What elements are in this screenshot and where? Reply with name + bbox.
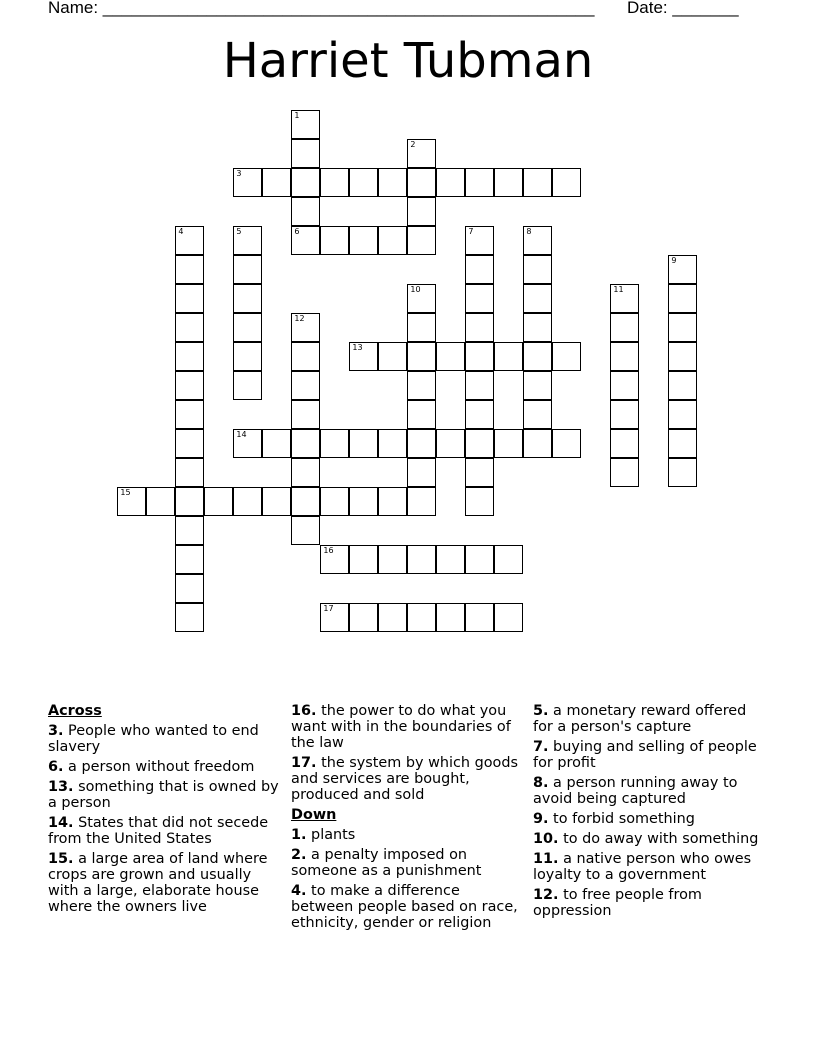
clue-item-number: 10. [533,831,559,847]
crossword-cell[interactable] [378,168,407,197]
clue-item-number: 4. [291,883,307,899]
crossword-cell[interactable] [233,255,262,284]
clue-number: 10 [410,285,421,295]
crossword-cell[interactable] [523,313,552,342]
clue-item-text: a person running away to avoid being captured [533,775,738,807]
clue-item [533,703,765,735]
crossword-cell[interactable] [465,255,494,284]
clue-number: 2 [410,140,416,150]
clue-item [48,723,280,755]
crossword-cell[interactable] [349,429,378,458]
crossword-cell[interactable] [175,226,204,255]
clue-number: 11 [613,285,624,295]
clue-item-number: 13. [48,779,74,795]
crossword-cell[interactable] [523,371,552,400]
crossword-cell[interactable] [349,487,378,516]
clue-item [533,887,765,919]
crossword-cell[interactable] [320,545,349,574]
clue-item-number: 17. [291,755,317,771]
crossword-cell[interactable] [175,255,204,284]
crossword-cell[interactable] [436,168,465,197]
clue-item-text: a monetary reward offered for a person's capture [533,703,747,735]
crossword-cell[interactable] [378,226,407,255]
crossword-cell[interactable] [668,284,697,313]
crossword-cell[interactable] [465,400,494,429]
clue-item-text: buying and selling of people for profit [533,739,757,771]
crossword-cell[interactable] [378,545,407,574]
crossword-cell[interactable] [407,371,436,400]
clue-item-number: 11. [533,851,559,867]
crossword-cell[interactable] [291,400,320,429]
crossword-cell[interactable] [320,603,349,632]
crossword-cell[interactable] [291,110,320,139]
crossword-cell[interactable] [175,458,204,487]
clue-item [291,755,523,803]
clue-item [533,739,765,771]
clue-item-number: 16. [291,703,317,719]
clue-item-number: 14. [48,815,74,831]
crossword-cell[interactable] [465,487,494,516]
crossword-cell[interactable] [407,342,436,371]
clue-item-text: a large area of land where crops are grown and usually with a large, elaborate house where the owners live [48,851,268,915]
crossword-cell[interactable] [494,342,523,371]
clue-number: 14 [236,430,247,440]
crossword-cell[interactable] [407,313,436,342]
crossword-cell[interactable] [465,429,494,458]
clue-item [48,851,280,915]
crossword-cell[interactable] [465,545,494,574]
clue-section-heading: Down [291,807,337,823]
clue-item-text: to forbid something [548,811,695,827]
crossword-cell[interactable] [668,400,697,429]
crossword-cell[interactable] [552,429,581,458]
clue-number: 6 [294,227,300,237]
crossword-cell[interactable] [465,226,494,255]
crossword-cell[interactable] [407,487,436,516]
crossword-cell[interactable] [175,487,204,516]
crossword-cell[interactable] [523,284,552,313]
crossword-cell[interactable] [407,139,436,168]
clue-item-number: 6. [48,759,64,775]
crossword-cell[interactable] [146,487,175,516]
clue-item [533,831,765,847]
clue-item [48,759,280,775]
clue-item-text: a person without freedom [63,759,255,775]
clue-number: 16 [323,546,334,556]
crossword-cell[interactable] [465,313,494,342]
crossword-cell[interactable] [668,342,697,371]
crossword-cell[interactable] [378,342,407,371]
crossword-cell[interactable] [291,197,320,226]
crossword-cell[interactable] [668,313,697,342]
clue-number: 12 [294,314,305,324]
crossword-cell[interactable] [552,168,581,197]
clue-item-number: 15. [48,851,74,867]
crossword-cell[interactable] [436,429,465,458]
date-field-label: Date: _______ [627,0,739,17]
crossword-cell[interactable] [175,342,204,371]
crossword-cell[interactable] [233,284,262,313]
crossword-cell[interactable] [291,487,320,516]
crossword-cell[interactable] [407,603,436,632]
crossword-cell[interactable] [494,603,523,632]
crossword-cell[interactable] [378,487,407,516]
crossword-cell[interactable] [668,371,697,400]
crossword-cell[interactable] [291,371,320,400]
crossword-cell[interactable] [407,197,436,226]
crossword-cell[interactable] [610,284,639,313]
crossword-cell[interactable] [291,458,320,487]
clue-number: 8 [526,227,532,237]
crossword-cell[interactable] [610,371,639,400]
clue-number: 1 [294,111,300,121]
crossword-cell[interactable] [291,429,320,458]
crossword-cell[interactable] [175,574,204,603]
crossword-cell[interactable] [175,603,204,632]
crossword-cell[interactable] [349,603,378,632]
clue-item [533,851,765,883]
crossword-cell[interactable] [175,371,204,400]
crossword-cell[interactable] [407,168,436,197]
clue-number: 7 [468,227,474,237]
crossword-cell[interactable] [668,429,697,458]
crossword-cell[interactable] [175,545,204,574]
clue-number: 17 [323,604,334,614]
page-title: Harriet Tubman [222,33,594,89]
crossword-cell[interactable] [523,168,552,197]
crossword-cell[interactable] [320,226,349,255]
clue-item [291,847,523,879]
crossword-cell[interactable] [349,226,378,255]
crossword-cell[interactable] [320,487,349,516]
crossword-cell[interactable] [465,342,494,371]
crossword-cell[interactable] [465,168,494,197]
crossword-cell[interactable] [175,313,204,342]
clue-item-number: 3. [48,723,64,739]
clue-item-text: to make a difference between people based on race, ethnicity, gender or religion [291,883,518,931]
crossword-cell[interactable] [291,313,320,342]
crossword-cell[interactable] [175,400,204,429]
crossword-cell[interactable] [204,487,233,516]
clue-item [291,883,523,931]
crossword-cell[interactable] [494,168,523,197]
crossword-cell[interactable] [610,342,639,371]
crossword-cell[interactable] [523,226,552,255]
crossword-cell[interactable] [465,371,494,400]
crossword-cell[interactable] [523,342,552,371]
crossword-cell[interactable] [610,313,639,342]
crossword-cell[interactable] [436,545,465,574]
crossword-cell[interactable] [407,458,436,487]
crossword-cell[interactable] [494,429,523,458]
clue-item-number: 9. [533,811,549,827]
crossword-cell[interactable] [349,168,378,197]
clue-item-text: to do away with something [558,831,759,847]
crossword-cell[interactable] [349,342,378,371]
clue-column-2 [291,703,523,935]
crossword-cell[interactable] [494,545,523,574]
clue-item-text: a native person who owes loyalty to a government [533,851,752,883]
crossword-cell[interactable] [233,226,262,255]
crossword-cell[interactable] [291,516,320,545]
clue-item-text: the system by which goods and services are bought, produced and sold [291,755,518,803]
crossword-cell[interactable] [407,284,436,313]
crossword-cell[interactable] [349,545,378,574]
crossword-cell[interactable] [465,458,494,487]
clue-item-text: States that did not secede from the United States [48,815,269,847]
crossword-cell[interactable] [291,168,320,197]
crossword-cell[interactable] [320,429,349,458]
crossword-cell[interactable] [291,139,320,168]
crossword-cell[interactable] [465,284,494,313]
clue-item-number: 1. [291,827,307,843]
crossword-cell[interactable] [436,342,465,371]
crossword-cell[interactable] [175,429,204,458]
crossword-cell[interactable] [523,255,552,284]
clue-item [533,811,765,827]
crossword-cell[interactable] [552,342,581,371]
clue-item-number: 5. [533,703,549,719]
crossword-cell[interactable] [668,458,697,487]
crossword-cell[interactable] [610,429,639,458]
crossword-cell[interactable] [610,400,639,429]
clue-item-number: 7. [533,739,549,755]
crossword-cell[interactable] [320,168,349,197]
clue-item-number: 12. [533,887,559,903]
clue-number: 3 [236,169,242,179]
crossword-cell[interactable] [378,429,407,458]
clue-number: 9 [671,256,677,266]
crossword-cell[interactable] [610,458,639,487]
crossword-cell[interactable] [233,313,262,342]
crossword-cell[interactable] [407,226,436,255]
clue-number: 4 [178,227,184,237]
clue-item [48,815,280,847]
clue-item-number: 8. [533,775,549,791]
crossword-cell[interactable] [233,371,262,400]
crossword-cell[interactable] [523,400,552,429]
crossword-cell[interactable] [407,429,436,458]
clue-column-1 [48,703,280,919]
clue-item-text: the power to do what you want with in the boundaries of the law [291,703,511,751]
crossword-cell[interactable] [233,342,262,371]
clue-number: 5 [236,227,242,237]
crossword-cell[interactable] [523,429,552,458]
clue-item [48,779,280,811]
clue-item [291,703,523,751]
clue-item [291,827,523,843]
clue-item-text: a penalty imposed on someone as a punishment [291,847,482,879]
crossword-cell[interactable] [233,487,262,516]
crossword-cell[interactable] [233,168,262,197]
crossword-cell[interactable] [262,168,291,197]
crossword-cell[interactable] [668,255,697,284]
crossword-cell[interactable] [175,516,204,545]
clue-section-heading: Across [48,703,102,719]
clue-number: 15 [120,488,131,498]
clue-item-text: something that is owned by a person [48,779,279,811]
clue-item-text: to free people from oppression [533,887,702,919]
crossword-cell[interactable] [436,603,465,632]
crossword-cell[interactable] [378,603,407,632]
name-field-label: Name: ____________________________________________________ [48,0,595,17]
clue-item [533,775,765,807]
crossword-cell[interactable] [291,226,320,255]
crossword-cell[interactable] [262,429,291,458]
crossword-cell[interactable] [291,342,320,371]
crossword-cell[interactable] [465,603,494,632]
crossword-cell[interactable] [407,545,436,574]
clue-item-text: People who wanted to end slavery [48,723,259,755]
clue-item-number: 2. [291,847,307,863]
clue-column-3 [533,703,765,923]
crossword-cell[interactable] [175,284,204,313]
crossword-cell[interactable] [407,400,436,429]
crossword-cell[interactable] [117,487,146,516]
crossword-cell[interactable] [262,487,291,516]
clue-number: 13 [352,343,363,353]
clue-item-text: plants [306,827,356,843]
crossword-cell[interactable] [233,429,262,458]
